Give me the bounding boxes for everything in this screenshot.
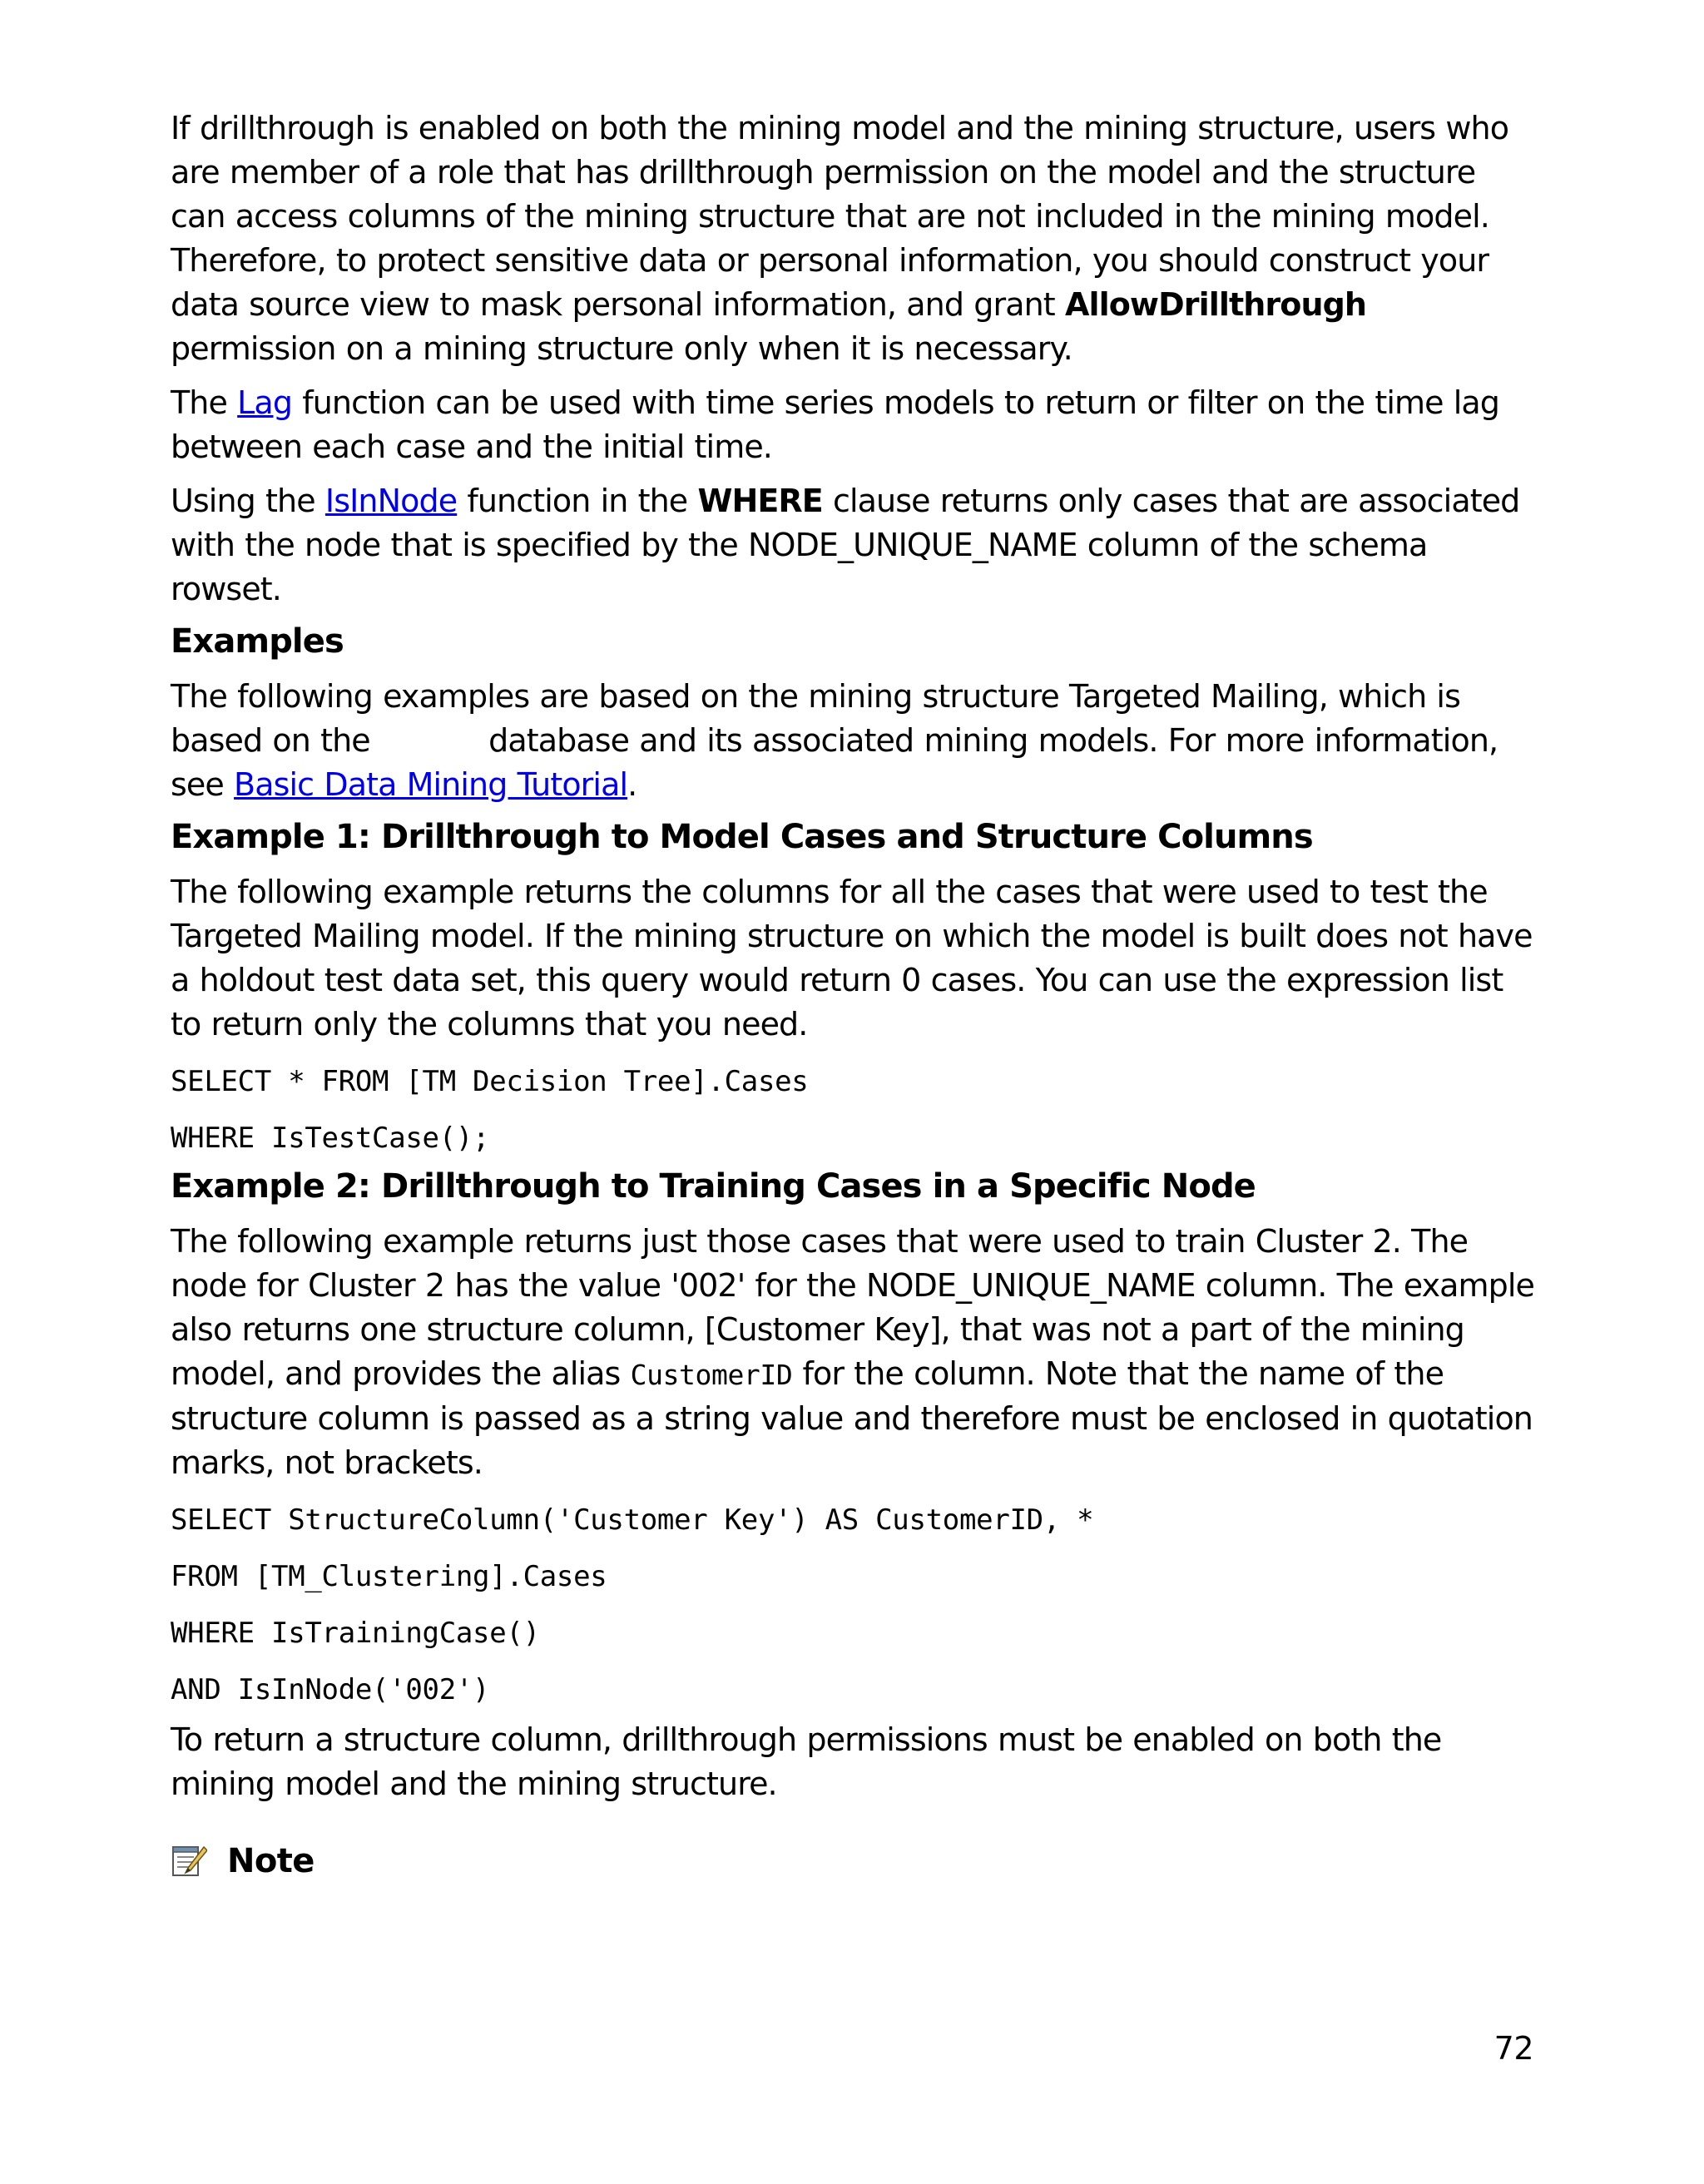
paragraph-isinnode-function <box>171 479 1535 612</box>
note-pad-icon <box>171 1842 207 1880</box>
paragraph-text: permission on a mining structure only when it is necessary. <box>171 330 1072 367</box>
note-label: Note <box>227 1842 315 1880</box>
paragraph-text: The <box>171 384 238 421</box>
code-line: WHERE IsTestCase(); <box>171 1122 490 1155</box>
paragraph-text: for the column. Note that the name of the structure column is passed as a string value and therefore must be enclosed in quotation marks, not brackets. <box>171 1355 1533 1481</box>
example1-description: The following example returns the columns for all the cases that were used to test the Targeted Mailing model. If the mining structure on which the model is built does not have a holdout test data set, this query would return 0 cases. You can use the expression list to return only the columns that you need. <box>171 874 1533 1042</box>
examples-heading: Examples <box>171 622 344 661</box>
document-page <box>171 106 1535 1886</box>
paragraph-text: Using the <box>171 483 325 519</box>
paragraph-text: If drillthrough is enabled on both the mining model and the mining structure, users who are member of a role that has drillthrough permission on the model and the structure can access columns of the mining structure that are not included in the mining model. Therefore, to protect sensitive data or personal information, you should construct your data source view to mask personal information, and grant <box>171 110 1509 323</box>
example1-code-block <box>171 1063 1535 1156</box>
note-callout <box>171 1836 1535 1886</box>
example2-description <box>171 1220 1535 1485</box>
isinnode-link[interactable]: IsInNode <box>324 483 458 519</box>
paragraph-text: function can be used with time series models to return or filter on the time lag between each case and the initial time. <box>171 384 1500 465</box>
code-line: WHERE IsTrainingCase() <box>171 1617 540 1650</box>
example2-permissions-note: To return a structure column, drillthrough permissions must be enabled on both the mining model and the mining structure. <box>171 1721 1442 1802</box>
code-line: AND IsInNode('002') <box>171 1673 490 1706</box>
customerid-inline-code: CustomerID <box>630 1359 793 1391</box>
lag-link[interactable]: Lag <box>237 384 293 421</box>
paragraph-lag-function <box>171 381 1535 469</box>
page-number: 72 <box>1493 2030 1533 2067</box>
example2-code-block <box>171 1502 1535 1708</box>
example2-heading: Example 2: Drillthrough to Training Cases in a Specific Node <box>171 1167 1256 1206</box>
code-line: SELECT StructureColumn('Customer Key') AS CustomerID, * <box>171 1503 1094 1537</box>
paragraph-text: database and its associated mining models. For more information, see <box>171 722 1498 803</box>
paragraph-text: The following example returns just those cases that were used to train Cluster 2. The node for Cluster 2 has the value '002' for the NODE_UNIQUE_NAME column. The example also returns one structure column, [Customer Key], that was not a part of the mining model, and provides the alias <box>171 1223 1535 1392</box>
examples-intro <box>171 675 1535 807</box>
where-keyword: WHERE <box>697 483 823 519</box>
example1-heading: Example 1: Drillthrough to Model Cases and Structure Columns <box>171 818 1313 856</box>
allowdrillthrough-term: AllowDrillthrough <box>1064 286 1367 323</box>
paragraph-drillthrough-permissions <box>171 106 1535 371</box>
paragraph-text: The following examples are based on the mining structure Targeted Mailing, which is based on the <box>171 678 1460 759</box>
code-line: SELECT * FROM [TM Decision Tree].Cases <box>171 1065 809 1098</box>
basic-data-mining-tutorial-link[interactable]: Basic Data Mining Tutorial <box>234 766 628 803</box>
paragraph-text: clause returns only cases that are associated with the node that is specified by the NODE_UNIQUE_NAME column of the schema rowset. <box>171 483 1520 607</box>
code-line: FROM [TM_Clustering].Cases <box>171 1560 607 1593</box>
paragraph-text: function in the <box>457 483 698 519</box>
paragraph-text: . <box>627 766 637 803</box>
